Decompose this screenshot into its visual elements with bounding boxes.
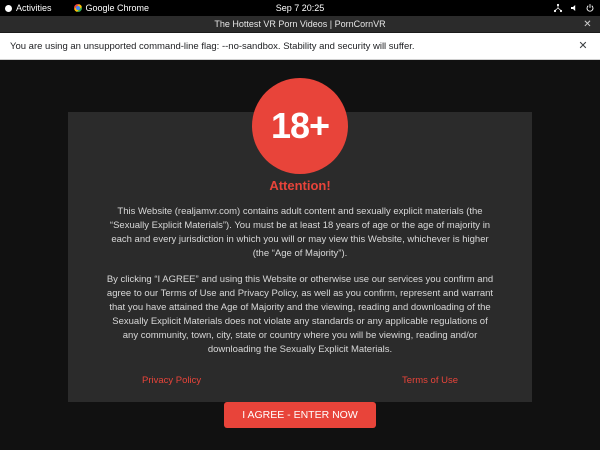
age-badge: 18+ [252,78,348,174]
modal-paragraph-2: By clicking “I AGREE” and using this Website or otherwise use our services you confirm and agree to our Terms of Use and Privacy Policy, as well as you confirm, represent and warrant that you have attained the Age of Majority and the viewing, reading and downloading of the Sexually Explicit Materials does not violate any standards or any applicable regulations of any community, town, city, state or country where you will be viewing, reading and/or downloading the Sexually Explicit Materials. [106,274,494,355]
privacy-policy-link[interactable]: Privacy Policy [142,375,202,386]
power-icon [585,3,595,13]
infobar-close-button[interactable]: ✕ [578,40,588,52]
window-titlebar [0,16,600,33]
modal-heading: Attention! [269,178,331,193]
agree-enter-button[interactable]: I AGREE - ENTER NOW [224,402,376,428]
window-title: The Hottest VR Porn Videos | PornCornVR [214,19,386,29]
clock[interactable]: Sep 7 20:25 [275,3,325,13]
terms-of-use-link[interactable]: Terms of Use [402,375,458,386]
age-verification-modal [68,105,532,421]
page-content [0,60,600,450]
modal-paragraph-1: This Website (realjamvr.com) contains adult content and sexually explicit materials (the “Sexually Explicit Materials”). You must be at least 18 years of age or the age of majority in each and every jurisdiction in which you will or may view this Website, whichever is higher (the “Age of Majority”). [109,206,491,259]
modal-links [104,375,496,386]
system-status-area[interactable] [553,0,595,16]
app-indicator-label: Google Chrome [85,3,150,13]
unsupported-flag-infobar [0,33,600,60]
window-close-button[interactable]: ✕ [583,19,592,30]
network-icon [553,3,563,13]
system-top-bar [0,0,600,16]
volume-icon [569,3,579,13]
activities-label: Activities [16,3,52,13]
infobar-message: You are using an unsupported command-line flag: --no-sandbox. Stability and security will suffer. [10,40,415,52]
